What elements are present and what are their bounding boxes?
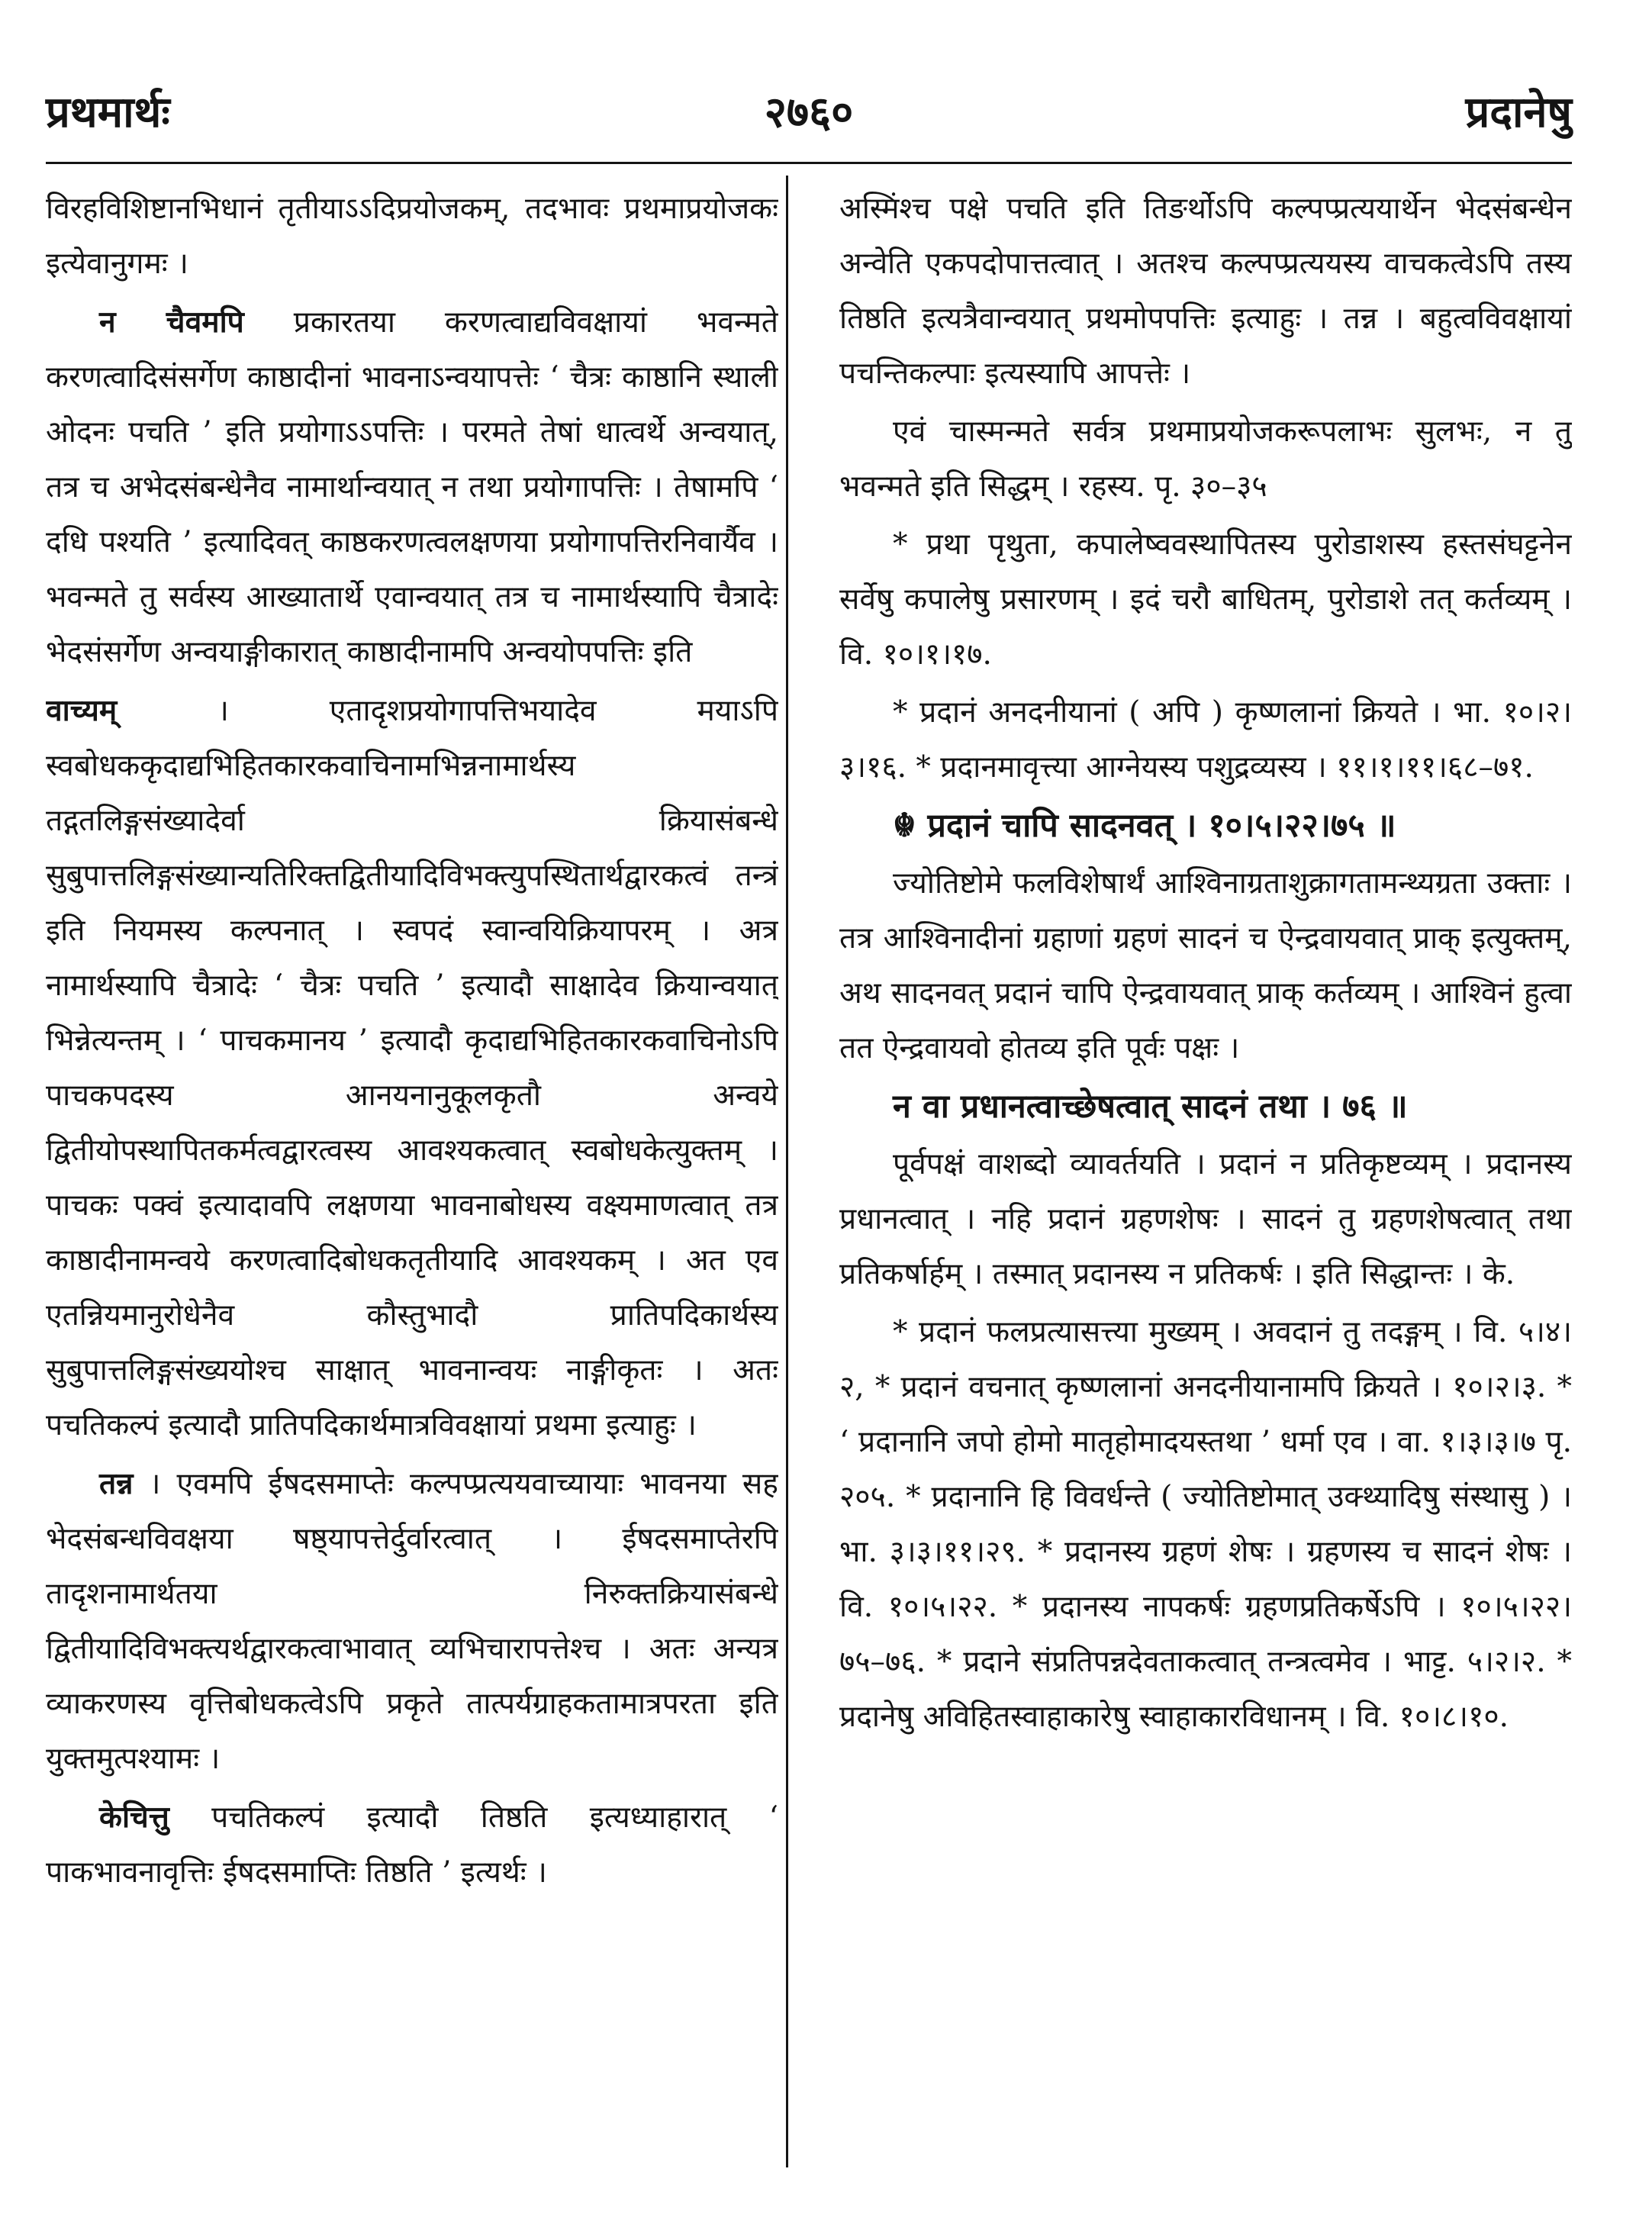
left-paragraph-5: [46, 1790, 778, 1900]
running-header: [46, 70, 1572, 154]
page-number: २७६०: [764, 87, 854, 137]
right-paragraph-9: * प्रदानं फलप्रत्यासत्त्या मुख्यम् । अवदानं तु तदङ्गम् । वि. ५।४।२, * प्रदानं वचनात् कृष्णलानां अनदनीयानामपि क्रियते । १०।२।३. * ‘ प्रदानानि जपो होमो मातृहोमादयस्तथा ’ धर्मा एव । वा. १।३।३।७ पृ. २०५. * प्रदानानि हि विवर्धन्ते ( ज्योतिष्टोमात् उक्थ्यादिषु संस्थासु ) । भा. ३।३।११।२९. * प्रदानस्य ग्रहणं शेषः । ग्रहणस्य च सादनं शेषः । वि. १०।५।२२. * प्रदानस्य नापकर्षः ग्रहणप्रतिकर्षेऽपि । १०।५।२२। ७५–७६. * प्रदाने संप्रतिपन्नदेवताकत्वात् तन्त्रत्वमेव । भाट्ट. ५।२।२. * प्रदानेषु अविहितस्वाहाकारेषु स्वाहाकारविधानम् । वि. १०।८।१०.: [839, 1315, 1572, 1734]
paragraph-lead: तन्न: [99, 1466, 134, 1501]
right-paragraph-1: अस्मिंश्च पक्षे पचति इति तिङर्थोऽपि कल्पप्प्रत्ययार्थेन भेदसंबन्धेन अन्वेति एकपदोपात्तत्वात् । अतश्च कल्पप्प्रत्ययस्य वाचकत्वेऽपि तस्य तिष्ठति इत्यत्रैवान्वयात् प्रथमोपपत्तिः इत्याहुः । तन्न । बहुत्वविवक्षायां पचन्तिकल्पाः इत्यस्यापि आपत्तेः ।: [839, 192, 1572, 391]
header-right-keyword: प्रदानेषु: [1465, 87, 1572, 137]
paragraph-lead: वाच्यम्: [46, 693, 118, 728]
header-left-keyword: प्रथमार्थः: [46, 87, 170, 137]
left-paragraph-2: [46, 295, 778, 680]
paragraph-text: पचतिकल्पं इत्यादौ तिष्ठति इत्यध्याहारात् ‘ पाकभावनावृत्तिः ईषदसमाप्तिः तिष्ठति ’ इत्यर्थः ।: [46, 1800, 778, 1890]
left-paragraph-1: [46, 182, 778, 292]
right-column: [839, 182, 1572, 2166]
left-column: [46, 182, 778, 2166]
header-rule: [46, 162, 1572, 164]
sutra-heading-75: ☬ प्रदानं चापि सादनवत् । १०।५।२२।७५ ॥: [893, 807, 1396, 845]
paragraph-text: विरहविशिष्टानभिधानं तृतीयाऽऽदिप्रयोजकम्, तदभावः प्रथमाप्रयोजकः इत्येवानुगमः ।: [46, 192, 778, 281]
paragraph-text: । एतादृशप्रयोगापत्तिभयादेव मयाऽपि स्वबोधककृदाद्यभिहितकारकवाचिनामभिन्ननामार्थस्य तद्गतलिङ्गसंख्यादेर्वा क्रियासंबन्धे सुबुपात्तलिङ्गसंख्यान्यतिरिक्तद्वितीयादिविभक्त्युपस्थितार्थद्वारकत्वं तन्त्रं इति नियमस्य कल्पनात् । स्वपदं स्वान्वयिक्रियापरम् । अत्र नामार्थस्यापि चैत्रादेः ‘ चैत्रः पचति ’ इत्यादौ साक्षादेव क्रियान्वयात् भिन्नेत्यन्तम् । ‘ पाचकमानय ’ इत्यादौ कृदाद्यभिहितकारकवाचिनोऽपि पाचकपदस्य आनयनानुकूलकृतौ अन्वये द्वितीयोपस्थापितकर्मत्वद्वारत्वस्य आवश्यकत्वात् स्वबोधकेत्युक्तम् । पाचकः पक्वं इत्यादावपि लक्षणया भावनाबोधस्य वक्ष्यमाणत्वात् तत्र काष्ठादीनामन्वये करणत्वादिबोधकतृतीयादि आवश्यकम् । अत एव एतन्नियमानुरोधेनैव कौस्तुभादौ प्रातिपदिकार्थस्य सुबुपात्तलिङ्गसंख्ययोश्च साक्षात् भावनान्वयः नाङ्गीकृतः । अतः पचतिकल्पं इत्यादौ प्रातिपदिकार्थमात्रविवक्षायां प्रथमा इत्याहुः ।: [46, 694, 778, 1442]
paragraph-lead: न चैवमपि: [99, 305, 244, 340]
column-divider: [786, 176, 788, 2167]
paragraph-text: । एवमपि ईषदसमाप्तेः कल्पप्प्रत्ययवाच्यायाः भावनया सह भेदसंबन्धविवक्षया षष्ठ्यापत्तेर्दुर्वारत्वात् । ईषदसमाप्तेरपि तादृशनामार्थतया निरुक्तक्रियासंबन्धे द्वितीयादिविभक्त्यर्थद्वारकत्वाभावात् व्यभिचारापत्तेश्च । अतः अन्यत्र व्याकरणस्य वृत्तिबोधकत्वेऽपि प्रकृते तात्पर्यग्राहकतामात्रपरता इति युक्तमुत्पश्यामः ।: [46, 1467, 778, 1776]
right-paragraph-2: एवं चास्मन्मते सर्वत्र प्रथमाप्रयोजकरूपलाभः सुलभः, न तु भवन्मते इति सिद्धम् । रहस्य. पृ. ३०–३५: [839, 414, 1572, 504]
right-paragraph-4: * प्रदानं अनदनीयानां ( अपि ) कृष्णलानां क्रियते । भा. १०।२।३।१६. * प्रदानमावृत्त्या आग्नेयस्य पशुद्रव्यस्य । ११।१।११।६८–७१.: [839, 695, 1572, 785]
right-paragraph-6: ज्योतिष्टोमे फलविशेषार्थं आश्विनाग्रताशुक्रागतामन्थ्यग्रता उक्ताः । तत्र आश्विनादीनां ग्रहाणां ग्रहणं सादनं च ऐन्द्रवायवात् प्राक् इत्युक्तम्, अथ सादनवत् प्रदानं चापि ऐन्द्रवायवात् प्राक् कर्तव्यम् । आश्विनं हुत्वा तत ऐन्द्रवायवो होतव्य इति पूर्वः पक्षः ।: [839, 866, 1572, 1065]
paragraph-text: प्रकारतया करणत्वाद्यविवक्षायां भवन्मते करणत्वादिसंसर्गेण काष्ठादीनां भावनाऽन्वयापत्तेः ‘ चैत्रः काष्ठानि स्थाली ओदनः पचति ’ इति प्रयोगाऽऽपत्तिः । परमते तेषां धात्वर्थे अन्वयात्, तत्र च अभेदसंबन्धेनैव नामार्थान्वयात् न तथा प्रयोगापत्तिः । तेषामपि ‘ दधि पश्यति ’ इत्यादिवत् काष्ठकरणत्वलक्षणया प्रयोगापत्तिरनिवार्यैव । भवन्मते तु सर्वस्य आख्यातार्थे एवान्वयात् तत्र च नामार्थस्यापि चैत्रादेः भेदसंसर्गेण अन्वयाङ्गीकारात् काष्ठादीनामपि अन्वयोपपत्तिः इति: [46, 305, 778, 669]
right-paragraph-8: पूर्वपक्षं वाशब्दो व्यावर्तयति । प्रदानं न प्रतिकृष्टव्यम् । प्रदानस्य प्रधानत्वात् । नहि प्रदानं ग्रहणशेषः । सादनं तु ग्रहणशेषत्वात् तथा प्रतिकर्षार्हम् । तस्मात् प्रदानस्य न प्रतिकर्षः । इति सिद्धान्तः । के.: [839, 1147, 1572, 1291]
paragraph-lead: केचित्तु: [99, 1800, 169, 1835]
sutra-heading-76: न वा प्रधानत्वाच्छेषत्वात् सादनं तथा । ७६ ॥: [893, 1088, 1408, 1126]
right-paragraph-3: * प्रथा पृथुता, कपालेष्ववस्थापितस्य पुरोडाशस्य हस्तसंघट्टनेन सर्वेषु कपालेषु प्रसारणम् । इदं चरौ बाधितम्, पुरोडाशे तत् कर्तव्यम् । वि. १०।१।१७.: [839, 527, 1572, 672]
left-paragraph-4: [46, 1456, 778, 1787]
left-paragraph-3: [46, 683, 778, 1453]
